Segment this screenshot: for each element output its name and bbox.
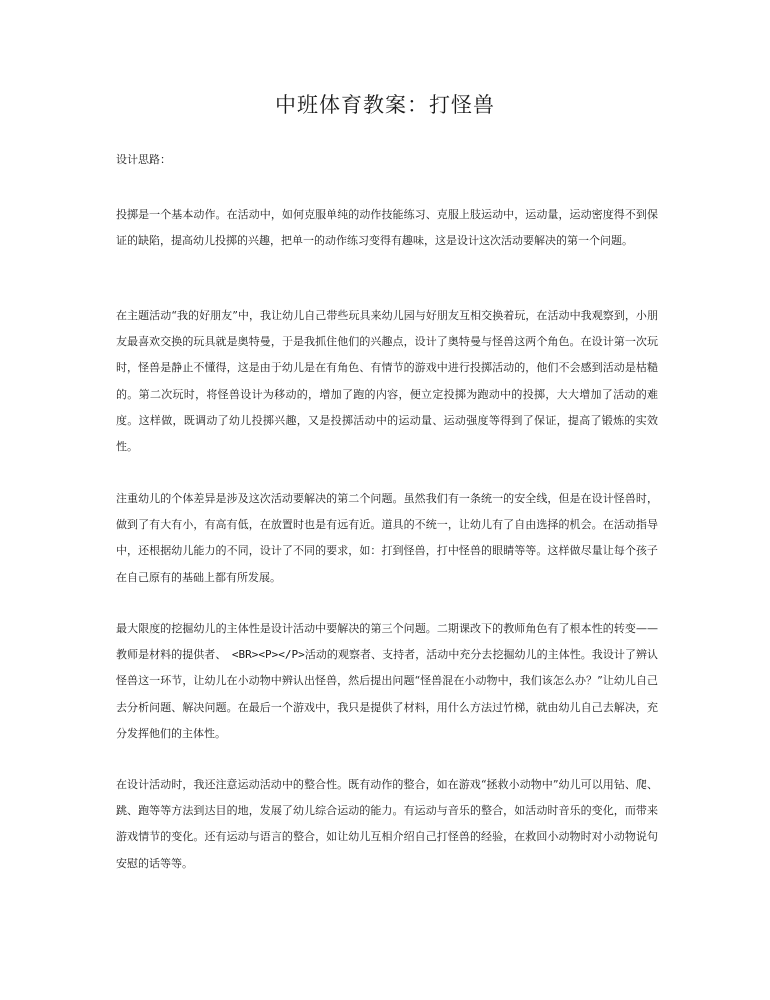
paragraph-4-text-after: 活动的观察者、支持者，活动中充分去挖掘幼儿的主体性。我设计了辨认怪兽这一环节，让幼儿在小动物中辨认出怪兽，然后提出问题“怪兽混在小动物中，我们该怎么办？”让幼儿自己去分析问题、解决问题。在最后一个游戏中，我只是提供了材料，用什么方法过竹梯，就由幼儿自己去解决，充分发挥他们的主体性。 [116,648,658,740]
paragraph-3: 注重幼儿的个体差异是涉及这次活动要解决的第二个问题。虽然我们有一条统一的安全线，但是在设计怪兽时，做到了有大有小，有高有低，在放置时也是有远有近。道具的不统一，让幼儿有了自由选择的机会。在活动指导中，还根据幼儿能力的不同，设计了不同的要求，如：打到怪兽，打中怪兽的眼睛等等。这样做尽量让每个孩子在自己原有的基础上都有所发展。 [116,492,658,584]
paragraph-4 [116,616,658,747]
document-title: 中班体育教案：打怪兽 [275,93,495,117]
paragraph-1: 投掷是一个基本动作。在活动中，如何克服单纯的动作技能练习、克服上肢运动中，运动量，运动密度得不到保证的缺陷，提高幼儿投掷的兴趣，把单一的动作练习变得有趣味，这是设计这次活动要解决的第一个问题。 [116,208,658,248]
paragraph-4-text-before: 最大限度的挖掘幼儿的主体性是设计活动中要解决的第三个问题。二期课改下的教师角色有了根本性的转变——教师是材料的提供者、 [116,622,658,662]
paragraph-2: 在主题活动“我的好朋友”中，我让幼儿自己带些玩具来幼儿园与好朋友互相交换着玩，在活动中我观察到，小朋友最喜欢交换的玩具就是奥特曼，于是我抓住他们的兴趣点，设计了奥特曼与怪兽这两个角色。在设计第一次玩时，怪兽是静止不懂得，这是由于幼儿是在有角色、有情节的游戏中进行投掷活动的，他们不会感到活动是枯糙的。第二次玩时，将怪兽设计为移动的，增加了跑的内容，便立定投掷为跑动中的投掷，大大增加了活动的难度。这样做，既调动了幼儿投掷兴趣，又是投掷活动中的运动量、运动强度等得到了保证，提高了锻炼的实效性。 [116,309,658,454]
paragraph-5: 在设计活动时，我还注意运动活动中的整合性。既有动作的整合，如在游戏“拯救小动物中”幼儿可以用钻、爬、跳、跑等等方法到达目的地，发展了幼儿综合运动的能力。有运动与音乐的整合，如活动时音乐的变化，而带来游戏情节的变化。还有运动与语言的整合，如让幼儿互相介绍自己打怪兽的经验，在救回小动物时对小动物说句安慰的话等等。 [116,778,658,870]
paragraph-4-html-code: <BR><P></P> [231,648,305,662]
section-label-design-ideas: 设计思路： [116,153,171,166]
